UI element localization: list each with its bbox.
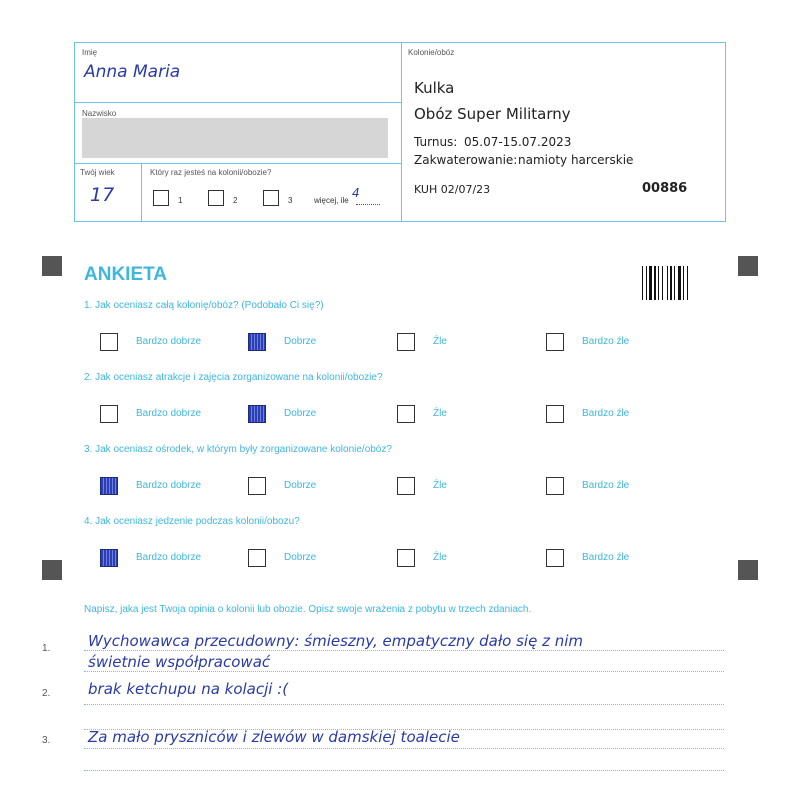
divider: [141, 163, 142, 221]
age-field[interactable]: 17: [90, 184, 115, 206]
rating-option-label: Bardzo źle: [582, 408, 630, 419]
divider: [75, 102, 401, 103]
rating-option-label: Bardzo źle: [582, 336, 630, 347]
rating-checkbox[interactable]: [546, 549, 564, 567]
rating-checkbox[interactable]: [248, 333, 266, 351]
rating-option-label: Źle: [433, 480, 447, 491]
writing-line: [84, 671, 724, 672]
camp-label: Kolonie/obóz: [408, 48, 455, 57]
rating-checkbox[interactable]: [546, 477, 564, 495]
question-text: 1. Jak oceniasz całą kolonię/obóz? (Podobało Ci się?): [84, 300, 324, 311]
visit-checkbox-1[interactable]: [153, 190, 169, 206]
last-name-redacted: [82, 118, 388, 158]
accommodation-label: Zakwaterowanie:: [414, 153, 518, 167]
line-number: 2.: [42, 688, 51, 699]
visit-option-label: 2: [233, 196, 238, 205]
rating-option-label: Bardzo źle: [582, 480, 630, 491]
barcode-bar: [658, 266, 659, 300]
barcode-bar: [642, 266, 643, 300]
last-name-label: Nazwisko: [82, 109, 117, 118]
rating-option-label: Bardzo źle: [582, 552, 630, 563]
barcode-bar: [678, 266, 681, 300]
rating-checkbox[interactable]: [546, 333, 564, 351]
barcode-bar: [662, 266, 663, 300]
divider: [75, 163, 401, 164]
visit-more-field[interactable]: 4: [352, 186, 360, 200]
barcode-bar: [667, 266, 668, 300]
rating-option-label: Bardzo dobrze: [136, 336, 202, 347]
rating-checkbox[interactable]: [248, 477, 266, 495]
rating-option-label: Źle: [433, 336, 447, 347]
line-number: 1.: [42, 643, 51, 654]
rating-checkbox[interactable]: [397, 405, 415, 423]
rating-checkbox[interactable]: [248, 405, 266, 423]
barcode-icon: [642, 266, 698, 300]
barcode-bar: [646, 266, 647, 300]
camp-type: Obóz Super Militarny: [414, 105, 571, 123]
rating-checkbox[interactable]: [397, 549, 415, 567]
rating-checkbox[interactable]: [248, 549, 266, 567]
barcode-bar: [654, 266, 656, 300]
registration-marker: [738, 560, 758, 580]
accommodation-value: namioty harcerskie: [518, 153, 634, 167]
visit-option-label: 3: [288, 196, 293, 205]
barcode-bar: [687, 266, 688, 300]
survey-title: ANKIETA: [84, 264, 168, 285]
registration-marker: [42, 560, 62, 580]
registration-marker: [738, 256, 758, 276]
camp-code: KUH 02/07/23: [414, 183, 491, 196]
rating-option-label: Dobrze: [284, 480, 317, 491]
writing-line: [84, 770, 724, 771]
rating-option-label: Źle: [433, 408, 447, 419]
rating-option-label: Dobrze: [284, 552, 317, 563]
registration-marker: [42, 256, 62, 276]
turnus-label: Turnus:: [414, 135, 458, 149]
question-text: 2. Jak oceniasz atrakcje i zajęcia zorganizowane na kolonii/obozie?: [84, 372, 383, 383]
rating-option-label: Bardzo dobrze: [136, 408, 202, 419]
writing-line: [84, 704, 724, 705]
visit-more-line: [356, 204, 380, 205]
rating-checkbox[interactable]: [397, 333, 415, 351]
barcode-bar: [674, 266, 675, 300]
rating-option-label: Źle: [433, 552, 447, 563]
rating-checkbox[interactable]: [397, 477, 415, 495]
visit-label: Który raz jesteś na kolonii/obozie?: [150, 168, 272, 177]
opinion-prompt: Napisz, jaka jest Twoja opinia o kolonii lub obozie. Opisz swoje wrażenia z pobytu w trzech zdaniach.: [84, 604, 532, 615]
writing-line: [84, 748, 724, 749]
barcode-bar: [649, 266, 652, 300]
first-name-field[interactable]: Anna Maria: [84, 62, 181, 82]
visit-option-label: 1: [178, 196, 183, 205]
rating-checkbox[interactable]: [546, 405, 564, 423]
camp-name: Kulka: [414, 79, 455, 97]
barcode-bar: [683, 266, 684, 300]
turnus-value: 05.07-15.07.2023: [464, 135, 572, 149]
handwritten-answer[interactable]: świetnie współpracować: [88, 653, 271, 671]
handwritten-answer[interactable]: Za mało pryszniców i zlewów w damskiej toalecie: [88, 728, 460, 746]
age-label: Twój wiek: [80, 168, 115, 177]
barcode-bar: [670, 266, 672, 300]
rating-option-label: Bardzo dobrze: [136, 552, 202, 563]
handwritten-answer[interactable]: Wychowawca przecudowny: śmieszny, empatyczny dało się z nim: [88, 632, 584, 650]
rating-checkbox[interactable]: [100, 405, 118, 423]
rating-option-label: Dobrze: [284, 408, 317, 419]
line-number: 3.: [42, 735, 51, 746]
question-text: 3. Jak oceniasz ośrodek, w którym były zorganizowane kolonie/obóz?: [84, 444, 392, 455]
visit-more-label: więcej, ile: [314, 196, 349, 205]
form-number: 00886: [642, 181, 688, 196]
handwritten-answer[interactable]: brak ketchupu na kolacji :(: [88, 680, 289, 698]
rating-checkbox[interactable]: [100, 477, 118, 495]
question-text: 4. Jak oceniasz jedzenie podczas kolonii/obozu?: [84, 516, 300, 527]
visit-checkbox-2[interactable]: [208, 190, 224, 206]
rating-option-label: Bardzo dobrze: [136, 480, 202, 491]
rating-checkbox[interactable]: [100, 549, 118, 567]
divider: [401, 43, 402, 221]
rating-checkbox[interactable]: [100, 333, 118, 351]
visit-checkbox-3[interactable]: [263, 190, 279, 206]
first-name-label: Imię: [82, 48, 98, 57]
writing-line: [84, 650, 724, 651]
rating-option-label: Dobrze: [284, 336, 317, 347]
